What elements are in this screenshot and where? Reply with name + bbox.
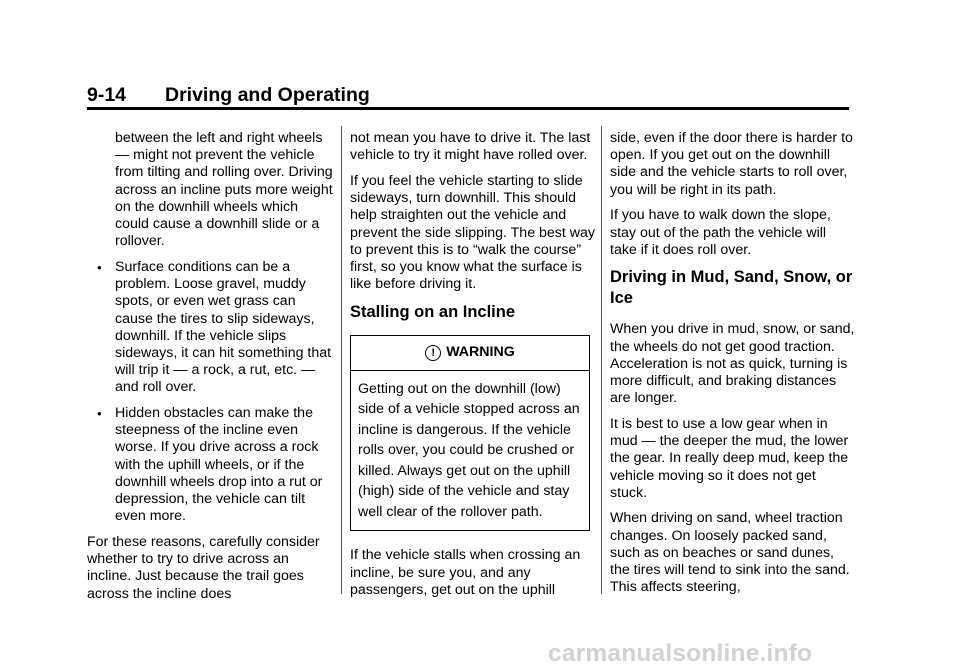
paragraph: When driving on sand, wheel traction changes. On loosely packed sand, such as on beaches or sand dunes, the tires will tend to sink into the sand. This affects steering,: [610, 510, 850, 596]
column-divider: [601, 126, 602, 594]
paragraph: When you drive in mud, snow, or sand, the wheels do not get good traction. Acceleration is not as quick, turning is more difficult, and braking distances are longer.: [610, 321, 855, 407]
warning-text: Getting out on the downhill (low) side of a vehicle stopped across an incline is dangerous. If the vehicle rolls over, you could be crushed or killed. Always get out on the uphill (high) side of the vehicle and stay well clear of the rollover path.: [358, 380, 580, 520]
column-2: [350, 130, 595, 607]
column-divider: [341, 126, 342, 594]
paragraph: If you feel the vehicle starting to slide sideways, turn downhill. This should help straighten out the vehicle and prevent the side slipping. The best way to prevent this is to “walk the course” first, so you know what the surface is like before driving it.: [350, 172, 596, 293]
page-number: 9-14: [87, 84, 127, 106]
bullet-icon: •: [97, 259, 102, 275]
paragraph: It is best to use a low gear when in mud — the deeper the mud, the lower the gear. In really deep mud, keep the vehicle moving so it does not get stuck.: [610, 415, 849, 501]
paragraph: not mean you have to drive it. The last vehicle to try it might have rolled over.: [350, 130, 591, 164]
warning-label: WARNING: [446, 344, 515, 361]
section-title: Driving and Operating: [165, 84, 370, 106]
header-rule: [87, 107, 849, 110]
watermark: carmanualsonline.info: [548, 640, 813, 667]
warning-box: [350, 335, 590, 532]
paragraph: side, even if the door there is harder to open. If you get out on the downhill side and the vehicle starts to roll over, you will be right in its path.: [610, 130, 853, 198]
warning-icon: !: [425, 345, 441, 361]
paragraph: If you have to walk down the slope, stay out of the path the vehicle will take if it does roll over.: [610, 207, 831, 258]
bullet-item: [87, 405, 335, 525]
bullet-icon: •: [97, 406, 102, 422]
paragraph: If the vehicle stalls when crossing an incline, be sure you, and any passengers, get out on the uphill: [350, 547, 581, 598]
section-heading: Driving in Mud, Sand, Snow, or Ice: [610, 268, 853, 308]
column-1: [87, 130, 335, 611]
paragraph: For these reasons, carefully consider whether to try to drive across an incline. Just because the trail goes across the incline does: [87, 533, 320, 602]
bullet-item: [87, 259, 335, 397]
page-header: [87, 84, 370, 107]
section-heading: Stalling on an Incline: [350, 302, 516, 321]
bullet-text: Surface conditions can be a problem. Loose gravel, muddy spots, or even wet grass can cause the tires to slip sideways, downhill. If the vehicle slips sideways, it can hit something that will trip it — a rock, a rut, etc. — and roll over.: [115, 258, 332, 396]
column-3: [610, 130, 855, 605]
warning-header: [351, 336, 589, 371]
bullet-text: Hidden obstacles can make the steepness of the incline even worse. If you drive across a rock with the uphill wheels, or if the downhill wheels drop into a rut or depression, the vehicle can tilt even more.: [115, 405, 323, 525]
continuation-text: between the left and right wheels — might not prevent the vehicle from tilting and rolling over. Driving across an incline puts more weight on the downhill wheels which could cause a downhill slide or a rollover.: [115, 130, 333, 250]
